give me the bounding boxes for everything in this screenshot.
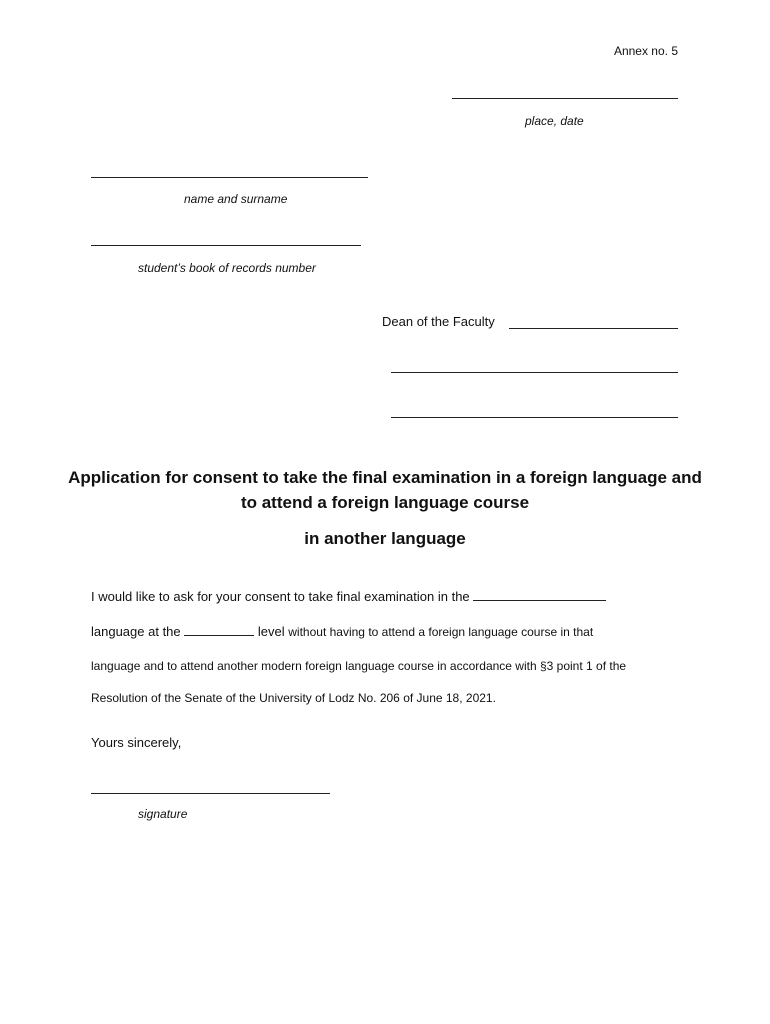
body-paragraph-1 bbox=[91, 589, 606, 604]
exam-language-blank[interactable] bbox=[473, 589, 606, 601]
body-paragraph-2 bbox=[91, 624, 593, 639]
name-surname-line[interactable] bbox=[91, 177, 368, 178]
name-surname-label: name and surname bbox=[184, 192, 288, 206]
signature-line[interactable] bbox=[91, 793, 330, 794]
body-paragraph-3: language and to attend another modern foreign language course in accordance with §3 point 1 of the bbox=[91, 659, 627, 673]
records-number-line[interactable] bbox=[91, 245, 361, 246]
place-date-label: place, date bbox=[525, 114, 584, 128]
body-text-1: I would like to ask for your consent to take final examination in the bbox=[91, 589, 470, 604]
level-blank[interactable] bbox=[184, 624, 254, 636]
body-text-2a: language at the bbox=[91, 624, 181, 639]
body-paragraph-4: Resolution of the Senate of the University of Lodz No. 206 of June 18, 2021. bbox=[91, 691, 496, 705]
address-line-2[interactable] bbox=[391, 417, 678, 418]
address-line-1[interactable] bbox=[391, 372, 678, 373]
application-subtitle: in another language bbox=[304, 529, 466, 548]
annex-number: Annex no. 5 bbox=[613, 44, 678, 58]
dean-label: Dean of the Faculty bbox=[382, 314, 495, 329]
body-text-2c: without having to attend a foreign language course in that bbox=[288, 625, 594, 639]
closing-text: Yours sincerely, bbox=[91, 735, 182, 750]
records-number-label: student’s book of records number bbox=[138, 261, 316, 275]
application-title: Application for consent to take the final examination in a foreign language and to attend a foreign language course bbox=[68, 468, 702, 512]
body-text-2b: level bbox=[257, 624, 285, 639]
dean-faculty-line[interactable] bbox=[509, 328, 678, 329]
place-date-line[interactable] bbox=[452, 98, 678, 99]
signature-label: signature bbox=[138, 807, 188, 821]
